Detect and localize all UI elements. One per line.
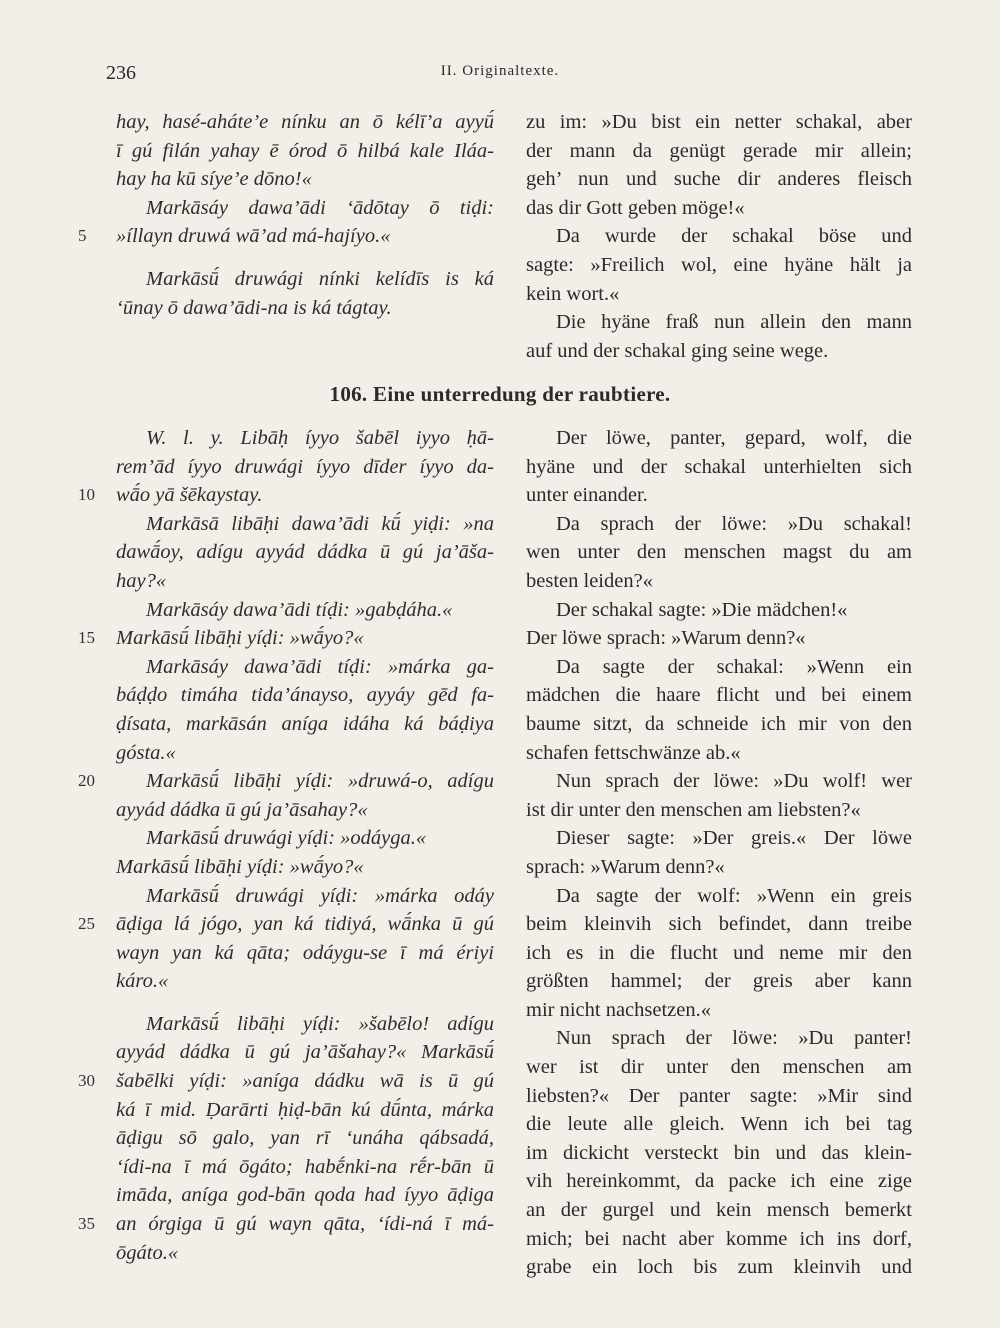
text-line: káro.«	[116, 970, 169, 993]
text-line: Der löwe, panter, gepard, wolf, die	[556, 427, 912, 449]
top-right-column	[526, 108, 912, 365]
text-line: Der löwe sprach: »Warum denn?«	[526, 627, 806, 650]
text-line: Nun sprach der löwe: »Du panter!	[556, 1027, 912, 1050]
text-line: Da sagte der schakal: »Wenn ein	[556, 655, 912, 678]
text-line: Markāsáy dawa’ādi ‘ādōtay ō tiḍi:	[146, 196, 494, 219]
text-line: schafen fettschwänze ab.«	[526, 741, 741, 764]
text-line: imāda, aníga god-bān qoda had íyyo āḍiga	[116, 1184, 494, 1207]
text-line: Markāsā libāḥi dawa’ādi kū́ yiḍi: »na	[146, 512, 494, 535]
text-line: Da sprach der löwe: »Du schakal!	[556, 512, 912, 535]
text-line: āḍigu sō galo, yan rī ‘unáha qábsadá,	[116, 1127, 494, 1150]
text-line: Markāsū́ libāḥi yíḍi: »wā́yo?«	[116, 855, 364, 878]
text-line: im dickicht versteckt bin und das klein-	[526, 1141, 912, 1164]
text-line: an der gurgel und kein mensch bemerkt	[526, 1199, 912, 1222]
text-line: »íllayn druwá wā’ad má-hajíyo.«	[116, 225, 391, 248]
text-line: geh’ nun und suche dir anderes fleisch	[526, 168, 912, 191]
text-line: wā́o yā šēkaystay.	[116, 484, 263, 507]
text-line: Markāsū́ druwági yíḍi: »márka odáy	[146, 884, 494, 907]
text-line: kein wort.«	[526, 282, 620, 305]
text-line: Markāsū́ druwági yíḍi: »odáyga.«	[146, 827, 427, 850]
text-line: Nun sprach der löwe: »Du wolf! wer	[556, 770, 912, 793]
text-line: an órgiga ū gú wayn qāta, ‘ídi-ná ī má-	[116, 1213, 494, 1236]
text-line: die leute alle gleich. Wenn ich bei tag	[526, 1113, 912, 1136]
text-line: ich es in die flucht und neme mir den	[526, 941, 912, 964]
text-line: auf und der schakal ging seine wege.	[526, 339, 829, 362]
text-line: sprach: »Warum denn?«	[526, 855, 725, 878]
text-line: ayyád dádka ū gú ja’āšahay?« Markāsū́	[116, 1041, 494, 1064]
section-title: 106. Eine unterredung der raubtiere.	[329, 382, 671, 406]
text-line: beim kleinvih sich befindet, dann treibe	[526, 913, 912, 936]
text-line: mir nicht nachsetzen.«	[526, 998, 712, 1021]
text-line: hay?«	[116, 569, 167, 592]
text-line: šabēlki yíḍi: »aníga dádku wā is ū gú	[116, 1070, 494, 1093]
text-line: hay ha kū síye’e dōno!«	[116, 168, 312, 191]
text-line: mich; bei nacht aber komme ich ins dorf,	[526, 1227, 912, 1250]
text-line: ‘ūnay ō dawa’ādi-na is ká tágtay.	[116, 296, 392, 319]
text-line: dawā́oy, adígu ayyád dádka ū gú ja’āša-	[116, 541, 494, 564]
text-line: Dieser sagte: »Der greis.« Der löwe	[556, 827, 912, 850]
text-line: hay, hasé-aháte’e nínku an ō kélī’a ayyū́	[116, 111, 494, 133]
text-line: Da sagte der wolf: »Wenn ein greis	[556, 884, 912, 907]
text-line: das dir Gott geben möge!«	[526, 196, 745, 219]
text-line: ist dir unter den menschen am liebsten?«	[526, 798, 861, 821]
text-line: Markāsáy dawa’ādi tíḍi: »márka ga-	[146, 655, 494, 678]
text-line: Der schakal sagte: »Die mädchen!«	[556, 598, 848, 621]
running-head: II. Originaltexte.	[440, 63, 560, 79]
text-line: mädchen die haare flicht und bei einem	[526, 684, 912, 707]
line-number: 10	[78, 485, 95, 504]
text-line: wer ist dir unter den menschen am	[526, 1056, 912, 1079]
line-number: 25	[78, 914, 95, 933]
line-number: 20	[78, 771, 95, 790]
text-line: Die hyäne fraß nun allein den mann	[556, 311, 912, 334]
bottom-left-column	[116, 424, 494, 1267]
text-line: wayn yan ká qāta; odáygu-se ī má ériyi	[116, 941, 494, 964]
text-line: zu im: »Du bist ein netter schakal, aber	[526, 111, 912, 133]
text-line: der mann da genügt gerade mir allein;	[526, 139, 912, 162]
text-line: ōgáto.«	[116, 1241, 179, 1264]
line-number: 5	[78, 226, 87, 245]
text-line: größten hammel; der greis aber kann	[526, 970, 912, 993]
text-line: ‘ídi-na ī má ōgáto; habḗnki-na rḗr-bān ū	[116, 1155, 494, 1178]
line-number: 30	[78, 1071, 95, 1090]
text-line: besten leiden?«	[526, 569, 653, 592]
text-line: báḍḍo timáha tida’ánayso, ayyáy gēd fa-	[116, 684, 494, 707]
text-line: hyäne und der schakal unterhielten sich	[526, 455, 912, 478]
text-line: ī gú filán yahay ē órod ō hilbá kale Iláa-	[116, 139, 494, 162]
text-line: Markāsū́ libāḥi yíḍi: »wā́yo?«	[116, 627, 364, 650]
text-line: gósta.«	[116, 741, 176, 764]
text-line: ká ī mid. Ḍarārti ḥiḍ-bān kú dū́nta, márka	[116, 1098, 494, 1121]
text-line: W. l. y. Libāḥ íyyo šabēl iyyo ḥā-	[146, 427, 494, 449]
text-line: vih hereinkommt, da packe ich eine zige	[526, 1170, 912, 1193]
text-line: Markāsáy dawa’ādi tíḍi: »gabḍáha.«	[146, 598, 453, 621]
text-line: rem’ād íyyo druwági íyyo dīder íyyo da-	[116, 455, 494, 478]
text-line: unter einander.	[526, 484, 648, 507]
line-number: 35	[78, 1214, 95, 1233]
text-line: sagte: »Freilich wol, eine hyäne hält ja	[526, 253, 912, 276]
text-line: wen unter den menschen magst du am	[526, 541, 912, 564]
bottom-right-column	[526, 424, 912, 1282]
top-left-column	[116, 108, 494, 322]
text-line: ḍísata, markāsán aníga idáha ká báḍiya	[116, 712, 494, 735]
text-line: grabe ein loch bis zum kleinvih und	[526, 1256, 912, 1279]
text-line: baume sitzt, da schneide ich mir von den	[526, 712, 912, 735]
line-number: 15	[78, 628, 95, 647]
text-line: Markāsū́ druwági nínki kelídīs is ká	[146, 267, 494, 290]
text-line: āḍiga lá jógo, yan ká tidiyá, wā́nka ū gú	[116, 913, 494, 936]
text-line: Markāsū́ libāḥi yíḍi: »druwá-o, adígu	[146, 770, 494, 793]
text-line: Markāsū́ libāḥi yíḍi: »šabēlo! adígu	[146, 1012, 494, 1035]
text-line: liebsten?« Der panter sagte: »Mir sind	[526, 1084, 912, 1107]
text-line: ayyád dádka ū gú ja’āsahay?«	[116, 798, 368, 821]
text-line: Da wurde der schakal böse und	[556, 225, 912, 248]
page-number: 236	[106, 62, 136, 84]
